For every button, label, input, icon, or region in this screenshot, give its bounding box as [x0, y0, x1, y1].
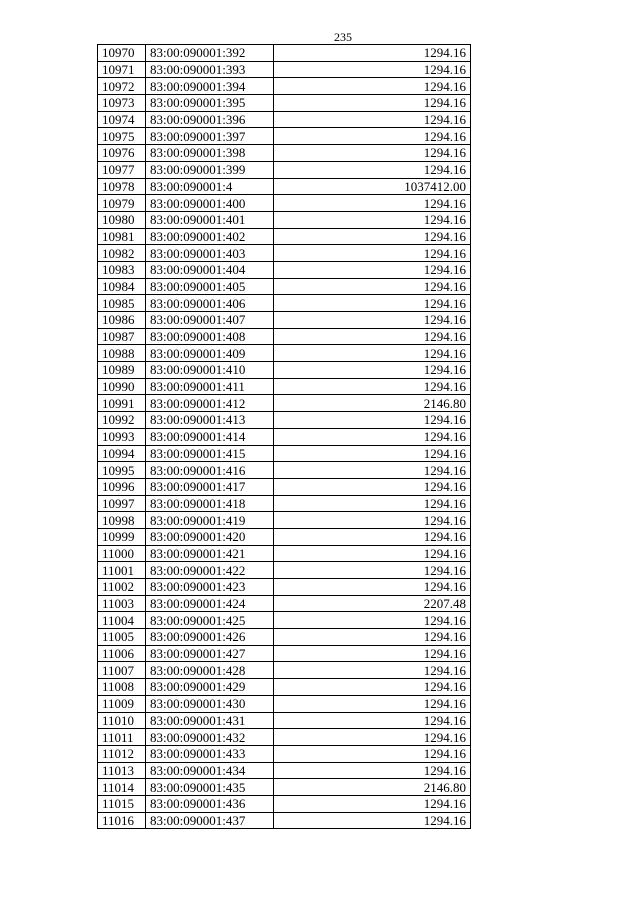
value-cell: 1294.16 [274, 111, 471, 128]
value-cell: 1294.16 [274, 211, 471, 228]
value-cell: 1294.16 [274, 812, 471, 829]
cadastral-number-cell: 83:00:090001:408 [146, 328, 274, 345]
value-cell: 1294.16 [274, 128, 471, 145]
cadastral-number-cell: 83:00:090001:429 [146, 679, 274, 696]
cadastral-number-cell: 83:00:090001:422 [146, 562, 274, 579]
value-cell: 1294.16 [274, 328, 471, 345]
cadastral-number-cell: 83:00:090001:409 [146, 345, 274, 362]
table-row [98, 695, 471, 712]
table-row [98, 61, 471, 78]
row-number-cell: 11000 [98, 545, 146, 562]
row-number-cell: 11008 [98, 679, 146, 696]
table-row [98, 261, 471, 278]
row-number-cell: 11011 [98, 729, 146, 746]
value-cell: 1294.16 [274, 478, 471, 495]
value-cell: 1294.16 [274, 445, 471, 462]
row-number-cell: 11009 [98, 695, 146, 712]
row-number-cell: 11003 [98, 595, 146, 612]
table-row [98, 95, 471, 112]
table-row [98, 161, 471, 178]
cadastral-number-cell: 83:00:090001:406 [146, 295, 274, 312]
table-row [98, 278, 471, 295]
row-number-cell: 10974 [98, 111, 146, 128]
cadastral-number-cell: 83:00:090001:428 [146, 662, 274, 679]
table-row [98, 812, 471, 829]
value-cell: 1294.16 [274, 512, 471, 529]
value-cell: 1294.16 [274, 762, 471, 779]
value-cell: 1294.16 [274, 261, 471, 278]
row-number-cell: 11014 [98, 779, 146, 796]
table-row [98, 662, 471, 679]
cadastral-table [97, 44, 471, 829]
row-number-cell: 11015 [98, 795, 146, 812]
table-row [98, 595, 471, 612]
row-number-cell: 10994 [98, 445, 146, 462]
row-number-cell: 10993 [98, 428, 146, 445]
value-cell: 1294.16 [274, 195, 471, 212]
row-number-cell: 11001 [98, 562, 146, 579]
table-row [98, 528, 471, 545]
cadastral-number-cell: 83:00:090001:433 [146, 745, 274, 762]
row-number-cell: 10980 [98, 211, 146, 228]
table-row [98, 562, 471, 579]
value-cell: 1037412.00 [274, 178, 471, 195]
cadastral-number-cell: 83:00:090001:393 [146, 61, 274, 78]
value-cell: 1294.16 [274, 695, 471, 712]
row-number-cell: 10992 [98, 412, 146, 429]
cadastral-number-cell: 83:00:090001:425 [146, 612, 274, 629]
cadastral-number-cell: 83:00:090001:426 [146, 629, 274, 646]
row-number-cell: 10977 [98, 161, 146, 178]
table-row [98, 478, 471, 495]
row-number-cell: 10997 [98, 495, 146, 512]
value-cell: 1294.16 [274, 78, 471, 95]
value-cell: 1294.16 [274, 545, 471, 562]
cadastral-number-cell: 83:00:090001:395 [146, 95, 274, 112]
table-row [98, 328, 471, 345]
cadastral-number-cell: 83:00:090001:421 [146, 545, 274, 562]
cadastral-number-cell: 83:00:090001:427 [146, 645, 274, 662]
table-row [98, 495, 471, 512]
row-number-cell: 11005 [98, 629, 146, 646]
cadastral-number-cell: 83:00:090001:399 [146, 161, 274, 178]
value-cell: 1294.16 [274, 61, 471, 78]
table-row [98, 645, 471, 662]
value-cell: 1294.16 [274, 278, 471, 295]
cadastral-number-cell: 83:00:090001:434 [146, 762, 274, 779]
cadastral-number-cell: 83:00:090001:419 [146, 512, 274, 529]
value-cell: 1294.16 [274, 345, 471, 362]
cadastral-number-cell: 83:00:090001:416 [146, 462, 274, 479]
table-row [98, 612, 471, 629]
cadastral-number-cell: 83:00:090001:398 [146, 145, 274, 162]
row-number-cell: 10979 [98, 195, 146, 212]
cadastral-number-cell: 83:00:090001:418 [146, 495, 274, 512]
row-number-cell: 10975 [98, 128, 146, 145]
table-row [98, 378, 471, 395]
table-row [98, 512, 471, 529]
table-row [98, 729, 471, 746]
row-number-cell: 10972 [98, 78, 146, 95]
value-cell: 1294.16 [274, 145, 471, 162]
table-row [98, 445, 471, 462]
table-row [98, 545, 471, 562]
cadastral-number-cell: 83:00:090001:436 [146, 795, 274, 812]
value-cell: 2146.80 [274, 395, 471, 412]
cadastral-number-cell: 83:00:090001:402 [146, 228, 274, 245]
row-number-cell: 10976 [98, 145, 146, 162]
cadastral-number-cell: 83:00:090001:404 [146, 261, 274, 278]
value-cell: 1294.16 [274, 679, 471, 696]
cadastral-number-cell: 83:00:090001:417 [146, 478, 274, 495]
cadastral-number-cell: 83:00:090001:401 [146, 211, 274, 228]
row-number-cell: 10983 [98, 261, 146, 278]
cadastral-number-cell: 83:00:090001:396 [146, 111, 274, 128]
table-row [98, 712, 471, 729]
table-row [98, 195, 471, 212]
table-row [98, 412, 471, 429]
value-cell: 1294.16 [274, 45, 471, 62]
cadastral-number-cell: 83:00:090001:413 [146, 412, 274, 429]
cadastral-number-cell: 83:00:090001:412 [146, 395, 274, 412]
row-number-cell: 11006 [98, 645, 146, 662]
cadastral-number-cell: 83:00:090001:4 [146, 178, 274, 195]
row-number-cell: 10971 [98, 61, 146, 78]
value-cell: 1294.16 [274, 412, 471, 429]
value-cell: 1294.16 [274, 495, 471, 512]
row-number-cell: 11010 [98, 712, 146, 729]
value-cell: 1294.16 [274, 95, 471, 112]
row-number-cell: 11013 [98, 762, 146, 779]
value-cell: 1294.16 [274, 662, 471, 679]
cadastral-number-cell: 83:00:090001:437 [146, 812, 274, 829]
value-cell: 1294.16 [274, 312, 471, 329]
table-row [98, 579, 471, 596]
value-cell: 1294.16 [274, 161, 471, 178]
value-cell: 1294.16 [274, 562, 471, 579]
value-cell: 1294.16 [274, 745, 471, 762]
cadastral-number-cell: 83:00:090001:392 [146, 45, 274, 62]
cadastral-number-cell: 83:00:090001:420 [146, 528, 274, 545]
cadastral-number-cell: 83:00:090001:435 [146, 779, 274, 796]
row-number-cell: 10985 [98, 295, 146, 312]
cadastral-number-cell: 83:00:090001:424 [146, 595, 274, 612]
cadastral-number-cell: 83:00:090001:400 [146, 195, 274, 212]
table-row [98, 762, 471, 779]
cadastral-number-cell: 83:00:090001:414 [146, 428, 274, 445]
cadastral-number-cell: 83:00:090001:411 [146, 378, 274, 395]
table-row [98, 428, 471, 445]
row-number-cell: 10984 [98, 278, 146, 295]
cadastral-number-cell: 83:00:090001:397 [146, 128, 274, 145]
table-row [98, 345, 471, 362]
row-number-cell: 10982 [98, 245, 146, 262]
table-row [98, 178, 471, 195]
row-number-cell: 10970 [98, 45, 146, 62]
table-body [98, 45, 471, 829]
value-cell: 2146.80 [274, 779, 471, 796]
row-number-cell: 11016 [98, 812, 146, 829]
table-row [98, 795, 471, 812]
row-number-cell: 10978 [98, 178, 146, 195]
cadastral-number-cell: 83:00:090001:410 [146, 362, 274, 379]
table-row [98, 362, 471, 379]
cadastral-number-cell: 83:00:090001:394 [146, 78, 274, 95]
table-row [98, 228, 471, 245]
value-cell: 1294.16 [274, 612, 471, 629]
row-number-cell: 10987 [98, 328, 146, 345]
row-number-cell: 11007 [98, 662, 146, 679]
table-row [98, 78, 471, 95]
row-number-cell: 10989 [98, 362, 146, 379]
table-row [98, 462, 471, 479]
row-number-cell: 11012 [98, 745, 146, 762]
cadastral-number-cell: 83:00:090001:423 [146, 579, 274, 596]
value-cell: 1294.16 [274, 795, 471, 812]
table-row [98, 295, 471, 312]
table-row [98, 211, 471, 228]
row-number-cell: 10998 [98, 512, 146, 529]
table-row [98, 312, 471, 329]
value-cell: 1294.16 [274, 645, 471, 662]
table-row [98, 679, 471, 696]
row-number-cell: 10988 [98, 345, 146, 362]
table-row [98, 629, 471, 646]
row-number-cell: 10996 [98, 478, 146, 495]
table-row [98, 245, 471, 262]
row-number-cell: 10995 [98, 462, 146, 479]
row-number-cell: 11004 [98, 612, 146, 629]
cadastral-number-cell: 83:00:090001:432 [146, 729, 274, 746]
value-cell: 1294.16 [274, 462, 471, 479]
table-row [98, 145, 471, 162]
row-number-cell: 10999 [98, 528, 146, 545]
value-cell: 1294.16 [274, 712, 471, 729]
table-row [98, 395, 471, 412]
row-number-cell: 10990 [98, 378, 146, 395]
table-row [98, 111, 471, 128]
row-number-cell: 10986 [98, 312, 146, 329]
cadastral-number-cell: 83:00:090001:405 [146, 278, 274, 295]
page-number: 235 [334, 30, 352, 44]
value-cell: 1294.16 [274, 228, 471, 245]
row-number-cell: 11002 [98, 579, 146, 596]
row-number-cell: 10981 [98, 228, 146, 245]
table-row [98, 45, 471, 62]
cadastral-number-cell: 83:00:090001:431 [146, 712, 274, 729]
value-cell: 1294.16 [274, 428, 471, 445]
value-cell: 1294.16 [274, 528, 471, 545]
row-number-cell: 10973 [98, 95, 146, 112]
table-row [98, 128, 471, 145]
value-cell: 1294.16 [274, 245, 471, 262]
value-cell: 1294.16 [274, 378, 471, 395]
cadastral-number-cell: 83:00:090001:430 [146, 695, 274, 712]
value-cell: 1294.16 [274, 362, 471, 379]
row-number-cell: 10991 [98, 395, 146, 412]
value-cell: 1294.16 [274, 295, 471, 312]
cadastral-number-cell: 83:00:090001:407 [146, 312, 274, 329]
value-cell: 1294.16 [274, 629, 471, 646]
value-cell: 1294.16 [274, 579, 471, 596]
cadastral-number-cell: 83:00:090001:403 [146, 245, 274, 262]
cadastral-number-cell: 83:00:090001:415 [146, 445, 274, 462]
value-cell: 1294.16 [274, 729, 471, 746]
table-row [98, 745, 471, 762]
table-row [98, 779, 471, 796]
value-cell: 2207.48 [274, 595, 471, 612]
